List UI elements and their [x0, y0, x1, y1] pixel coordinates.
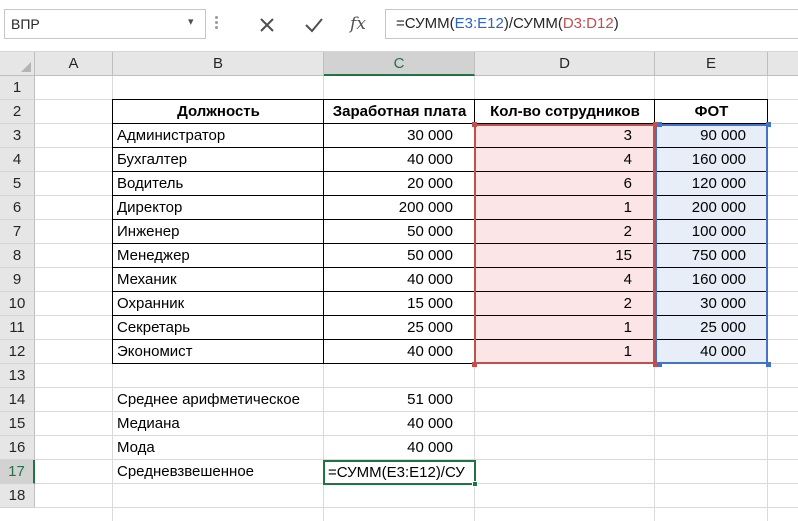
stat-label-mean[interactable]: Среднее арифметическое	[117, 391, 300, 408]
formula-ref-count: D3:D12	[562, 15, 614, 32]
spreadsheet-grid[interactable]	[0, 52, 798, 521]
cell-employee-count[interactable]: 2	[623, 223, 632, 240]
cell-fot[interactable]: 750 000	[691, 247, 746, 264]
cancel-formula-button[interactable]	[253, 11, 281, 39]
row-header[interactable]: 15	[0, 412, 35, 436]
cell-employee-count[interactable]: 3	[623, 127, 632, 144]
cell-position[interactable]: Инженер	[117, 223, 180, 240]
row-header[interactable]: 2	[0, 100, 35, 124]
row-header[interactable]: 10	[0, 292, 35, 316]
stat-label-mode[interactable]: Мода	[117, 439, 155, 456]
cell-position[interactable]: Секретарь	[117, 319, 191, 336]
range-handle[interactable]	[766, 122, 771, 127]
formula-part: )/СУММ(	[503, 15, 563, 32]
cell-position[interactable]: Директор	[117, 199, 183, 216]
column-header-d[interactable]: D	[475, 52, 655, 76]
row-header[interactable]: 11	[0, 316, 35, 340]
cell-position[interactable]: Механик	[117, 271, 177, 288]
range-handle[interactable]	[472, 362, 477, 367]
name-box[interactable]	[4, 9, 206, 39]
cell-employee-count[interactable]: 1	[623, 319, 632, 336]
row-header[interactable]: 16	[0, 436, 35, 460]
row-header[interactable]: 1	[0, 76, 35, 100]
cell-salary[interactable]: 15 000	[407, 295, 453, 312]
cell-salary[interactable]: 30 000	[407, 127, 453, 144]
name-box-value: ВПР	[11, 16, 40, 32]
row-header[interactable]: 9	[0, 268, 35, 292]
active-cell-c17[interactable]	[323, 460, 476, 485]
formula-input[interactable]	[385, 9, 798, 39]
stat-label-weighted[interactable]: Средневзвешенное	[117, 463, 255, 480]
cell-employee-count[interactable]: 4	[623, 271, 632, 288]
row-header[interactable]: 8	[0, 244, 35, 268]
cell-fot[interactable]: 160 000	[691, 151, 746, 168]
select-all-icon	[21, 62, 31, 72]
gridline	[35, 507, 798, 508]
stat-label-median[interactable]: Медиана	[117, 415, 180, 432]
range-handle[interactable]	[657, 122, 662, 127]
cell-employee-count[interactable]: 1	[623, 343, 632, 360]
cell-fot[interactable]: 90 000	[700, 127, 746, 144]
header-salary[interactable]: Заработная плата	[332, 103, 467, 120]
range-outline-count	[474, 124, 655, 364]
cell-salary[interactable]: 40 000	[407, 271, 453, 288]
fill-handle[interactable]	[472, 481, 478, 487]
cell-salary[interactable]: 40 000	[407, 343, 453, 360]
cell-position[interactable]: Администратор	[117, 127, 226, 144]
stat-value-mode[interactable]: 40 000	[407, 439, 453, 456]
close-x-icon	[253, 11, 281, 39]
active-cell-formula: =СУММ(E3:E12)/СУ	[328, 464, 465, 481]
column-header-f[interactable]	[768, 52, 798, 76]
row-header[interactable]: 13	[0, 364, 35, 388]
range-handle[interactable]	[657, 362, 662, 367]
drag-handle-icon[interactable]	[213, 14, 219, 34]
formula-ref-fot: E3:E12	[454, 15, 504, 32]
row-header[interactable]: 12	[0, 340, 35, 364]
cell-position[interactable]: Водитель	[117, 175, 184, 192]
cell-salary[interactable]: 25 000	[407, 319, 453, 336]
cell-salary[interactable]: 50 000	[407, 247, 453, 264]
row-header[interactable]: 17	[0, 460, 35, 484]
cell-fot[interactable]: 100 000	[691, 223, 746, 240]
range-outline-fot	[655, 124, 768, 364]
cell-employee-count[interactable]: 2	[623, 295, 632, 312]
cell-position[interactable]: Бухгалтер	[117, 151, 188, 168]
range-handle[interactable]	[766, 362, 771, 367]
cell-position[interactable]: Охранник	[117, 295, 185, 312]
formula-bar-area	[0, 0, 798, 52]
range-handle[interactable]	[472, 122, 477, 127]
cell-fot[interactable]: 200 000	[691, 199, 746, 216]
stat-value-median[interactable]: 40 000	[407, 415, 453, 432]
formula-part: )	[613, 15, 619, 32]
cell-position[interactable]: Экономист	[117, 343, 193, 360]
row-header[interactable]: 4	[0, 148, 35, 172]
cell-salary[interactable]: 50 000	[407, 223, 453, 240]
cell-fot[interactable]: 120 000	[691, 175, 746, 192]
cell-fot[interactable]: 40 000	[700, 343, 746, 360]
row-header[interactable]: 18	[0, 484, 35, 508]
header-fot[interactable]: ФОТ	[694, 103, 729, 120]
cell-employee-count[interactable]: 15	[615, 247, 632, 264]
column-header-e[interactable]: E	[655, 52, 768, 76]
stat-value-mean[interactable]: 51 000	[407, 391, 453, 408]
cell-fot[interactable]: 160 000	[691, 271, 746, 288]
check-icon	[300, 11, 328, 39]
cell-fot[interactable]: 25 000	[700, 319, 746, 336]
column-header-b[interactable]: B	[113, 52, 324, 76]
row-header[interactable]: 14	[0, 388, 35, 412]
row-header[interactable]: 7	[0, 220, 35, 244]
insert-function-button[interactable]: fx	[350, 14, 366, 34]
select-all-button[interactable]	[0, 52, 35, 76]
cell-employee-count[interactable]: 6	[623, 175, 632, 192]
row-header[interactable]: 5	[0, 172, 35, 196]
cell-fot[interactable]: 30 000	[700, 295, 746, 312]
header-employee-count[interactable]: Кол-во сотрудников	[490, 103, 640, 120]
column-header-a[interactable]: A	[35, 52, 113, 76]
row-header[interactable]: 3	[0, 124, 35, 148]
enter-formula-button[interactable]	[300, 11, 328, 39]
row-header[interactable]: 6	[0, 196, 35, 220]
column-header-c[interactable]: C	[324, 52, 475, 76]
cell-position[interactable]: Менеджер	[117, 247, 190, 264]
cell-employee-count[interactable]: 4	[623, 151, 632, 168]
header-position[interactable]: Должность	[177, 103, 260, 120]
cell-salary[interactable]: 20 000	[407, 175, 453, 192]
formula-part: =СУММ(	[396, 15, 455, 32]
chevron-down-icon[interactable]: ▾	[188, 16, 194, 28]
cell-salary[interactable]: 40 000	[407, 151, 453, 168]
cell-salary[interactable]: 200 000	[398, 199, 453, 216]
cell-employee-count[interactable]: 1	[623, 199, 632, 216]
